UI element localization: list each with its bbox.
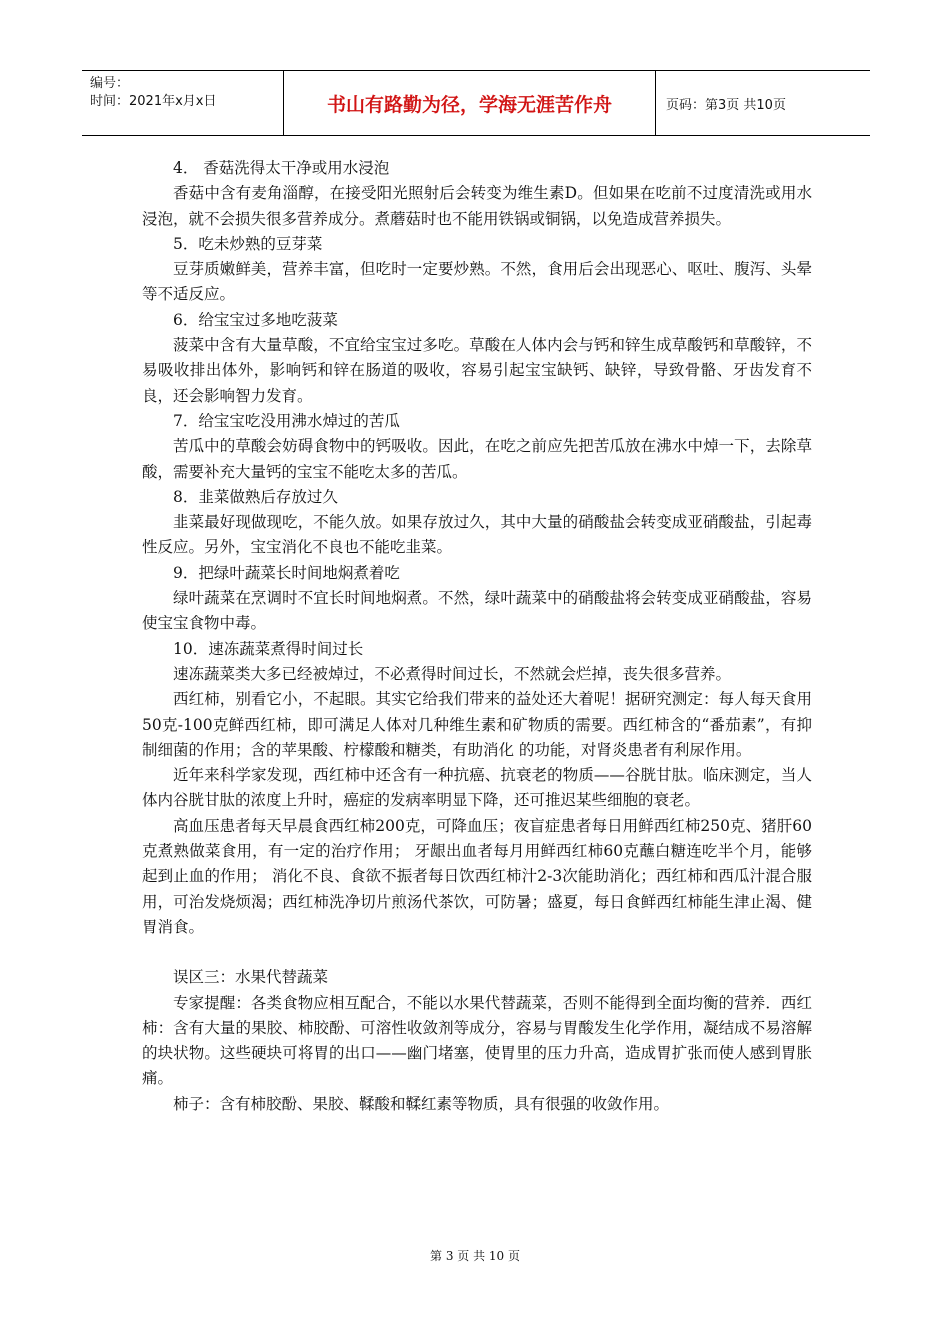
paragraph: 香菇中含有麦角淄醇，在接受阳光照射后会转变为维生素D。但如果在吃前不过度清洗或用水浸泡，就不会损失很多营养成分。煮蘑菇时也不能用铁锅或铜锅，以免造成营养损失。 — [142, 184, 812, 228]
paragraph-gap — [142, 940, 812, 965]
heading-item-10: 10．速冻蔬菜煮得时间过长 — [173, 639, 364, 658]
heading-item-6: 6．给宝宝过多地吃菠菜 — [173, 310, 338, 329]
paragraph: 豆芽质嫩鲜美，营养丰富，但吃时一定要炒熟。不然，食用后会出现恶心、呕吐、腹泻、头晕等不适反应。 — [142, 260, 812, 304]
paragraph: 西红柿，别看它小，不起眼。其实它给我们带来的益处还大着呢！据研究测定：每人每天食用50克-100克鲜西红柿，即可满足人体对几种维生素和矿物质的需要。西红柿含的“番茄素”，有抑制细菌的作用；含的苹果酸、柠檬酸和糖类，有助消化 的功能，对肾炎患者有利尿作用。 — [142, 690, 812, 759]
heading-item-8: 8．韭菜做熟后存放过久 — [173, 487, 338, 506]
page-header — [82, 70, 870, 136]
header-meta-cell — [82, 71, 284, 135]
header-page-info: 页码：第3页 共10页 — [666, 97, 786, 113]
paragraph: 柿子：含有柿胶酚、果胶、鞣酸和鞣红素等物质，具有很强的收敛作用。 — [173, 1094, 670, 1113]
heading-item-5: 5．吃未炒熟的豆芽菜 — [173, 234, 323, 253]
paragraph: 专家提醒：各类食物应相互配合，不能以水果代替蔬菜，否则不能得到全面均衡的营养．西红柿：含有大量的果胶、柿胶酚、可溶性收敛剂等成分，容易与胃酸发生化学作用，凝结成不易溶解的块状物。这些硬块可将胃的出口——幽门堵塞，使胃里的压力升高，造成胃扩张而使人感到胃胀痛。 — [142, 993, 812, 1088]
paragraph: 苦瓜中的草酸会妨碍食物中的钙吸收。因此，在吃之前应先把苦瓜放在沸水中焯一下，去除草酸，需要补充大量钙的宝宝不能吃太多的苦瓜。 — [142, 437, 812, 481]
paragraph: 韭菜最好现做现吃，不能久放。如果存放过久，其中大量的硝酸盐会转变成亚硝酸盐，引起毒性反应。另外，宝宝消化不良也不能吃韭菜。 — [142, 513, 812, 557]
paragraph: 菠菜中含有大量草酸，不宜给宝宝过多吃。草酸在人体内会与钙和锌生成草酸钙和草酸锌，不易吸收排出体外，影响钙和锌在肠道的吸收，容易引起宝宝缺钙、缺锌，导致骨骼、牙齿发育不良，还会影响智力发育。 — [142, 336, 812, 405]
heading-item-7: 7．给宝宝吃没用沸水焯过的苦瓜 — [173, 411, 400, 430]
header-motto: 书山有路勤为径，学海无涯苦作舟 — [284, 71, 656, 135]
page-footer: 第 3 页 共 10 页 — [430, 1249, 520, 1263]
document-number-label: 编号： — [90, 76, 130, 91]
document-body — [142, 156, 812, 1117]
section-heading: 误区三：水果代替蔬菜 — [173, 968, 329, 987]
paragraph: 绿叶蔬菜在烹调时不宜长时间地焖煮。不然，绿叶蔬菜中的硝酸盐将会转变成亚硝酸盐，容易使宝宝食物中毒。 — [142, 589, 812, 633]
paragraph: 近年来科学家发现，西红柿中还含有一种抗癌、抗衰老的物质——谷胱甘肽。临床测定，当人体内谷胱甘肽的浓度上升时，癌症的发病率明显下降，还可推迟某些细胞的衰老。 — [142, 766, 812, 810]
heading-item-4: 4． 香菇洗得太干净或用水浸泡 — [173, 159, 390, 177]
heading-item-9: 9．把绿叶蔬菜长时间地焖煮着吃 — [173, 563, 400, 582]
paragraph: 速冻蔬菜类大多已经被焯过，不必煮得时间过长，不然就会烂掉，丧失很多营养。 — [173, 664, 732, 683]
document-date-label: 时间：2021年x月x日 — [90, 94, 217, 109]
paragraph: 高血压患者每天早晨食西红柿200克，可降血压；夜盲症患者每日用鲜西红柿250克、猪肝60克煮熟做菜食用，有一定的治疗作用； 牙龈出血者每月用鲜西红柿60克蘸白糖连吃半个月，能够起到止血的作用； 消化不良、食欲不振者每日饮西红柿汁2-3次能助消化；西红柿和西瓜汁混合服用，可治发烧烦渴；西红柿洗净切片煎汤代茶饮，可防暑；盛夏，每日食鲜西红柿能生津止渴、健胃消食。 — [142, 816, 812, 936]
